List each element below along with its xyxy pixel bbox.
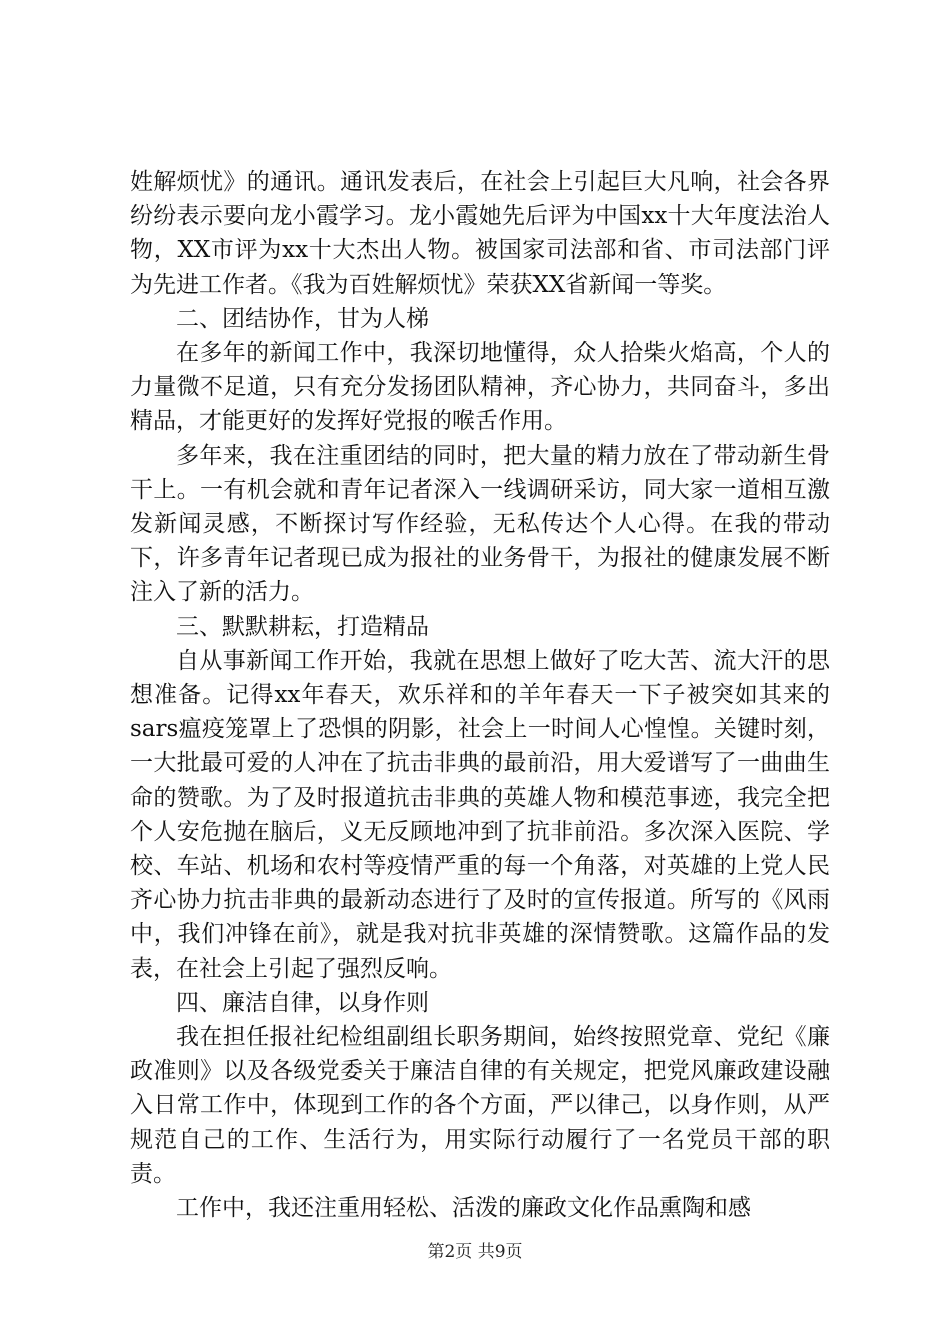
paragraph-continued: 姓解烦忧》的通讯。通讯发表后，在社会上引起巨大凡响，社会各界纷纷表示要向龙小霞学习。龙小霞她先后评为中国xx十大年度法治人物，XX市评为xx十大杰出人物。被国家司法部和省、市司法部门评为先进工作者。《我为百姓解烦忧》荣获XX省新闻一等奖。 (130, 169, 830, 298)
paragraph: 多年来，我在注重团结的同时，把大量的精力放在了带动新生骨干上。一有机会就和青年记者深入一线调研采访，同大家一道相互激发新闻灵感，不断探讨写作经验，无私传达个人心得。在我的带动下，许多青年记者现已成为报社的业务骨干，为报社的健康发展不断注入了新的活力。 (130, 442, 830, 606)
paragraph: 自从事新闻工作开始，我就在思想上做好了吃大苦、流大汗的思想准备。记得xx年春天，欢乐祥和的羊年春天一下子被突如其来的sars瘟疫笼罩上了恐惧的阴影，社会上一时间人心惶惶。关键时刻，一大批最可爱的人冲在了抗击非典的最前沿，用大爱谱写了一曲曲生命的赞歌。为了及时报道抗击非典的英雄人物和模范事迹，我完全把个人安危抛在脑后，义无反顾地冲到了抗非前沿。多次深入医院、学校、车站、机场和农村等疫情严重的每一个角落，对英雄的上党人民齐心协力抗击非典的最新动态进行了及时的宣传报道。所写的《风雨中，我们冲锋在前》，就是我对抗非英雄的深情赞歌。这篇作品的发表，在社会上引起了强烈反响。 (130, 647, 830, 982)
section-heading-2: 二、团结协作，甘为人梯 (176, 305, 429, 332)
section-heading-3: 三、默默耕耘，打造精品 (176, 613, 429, 640)
document-body (130, 165, 830, 1225)
paragraph: 我在担任报社纪检组副组长职务期间，始终按照党章、党纪《廉政准则》以及各级党委关于廉洁自律的有关规定，把党风廉政建设融入日常工作中，体现到工作的各个方面，严以律己，以身作则，从严规范自己的工作、生活行为，用实际行动履行了一名党员干部的职责。 (130, 1024, 830, 1187)
page-number-footer: 第2页 共9页 (427, 1242, 523, 1262)
paragraph: 工作中，我还注重用轻松、活泼的廉政文化作品熏陶和感 (176, 1195, 751, 1222)
paragraph: 在多年的新闻工作中，我深切地懂得，众人拾柴火焰高，个人的力量微不足道，只有充分发扬团队精神，齐心协力，共同奋斗，多出精品，才能更好的发挥好党报的喉舌作用。 (130, 340, 830, 435)
section-heading-4: 四、廉洁自律，以身作则 (176, 989, 429, 1016)
